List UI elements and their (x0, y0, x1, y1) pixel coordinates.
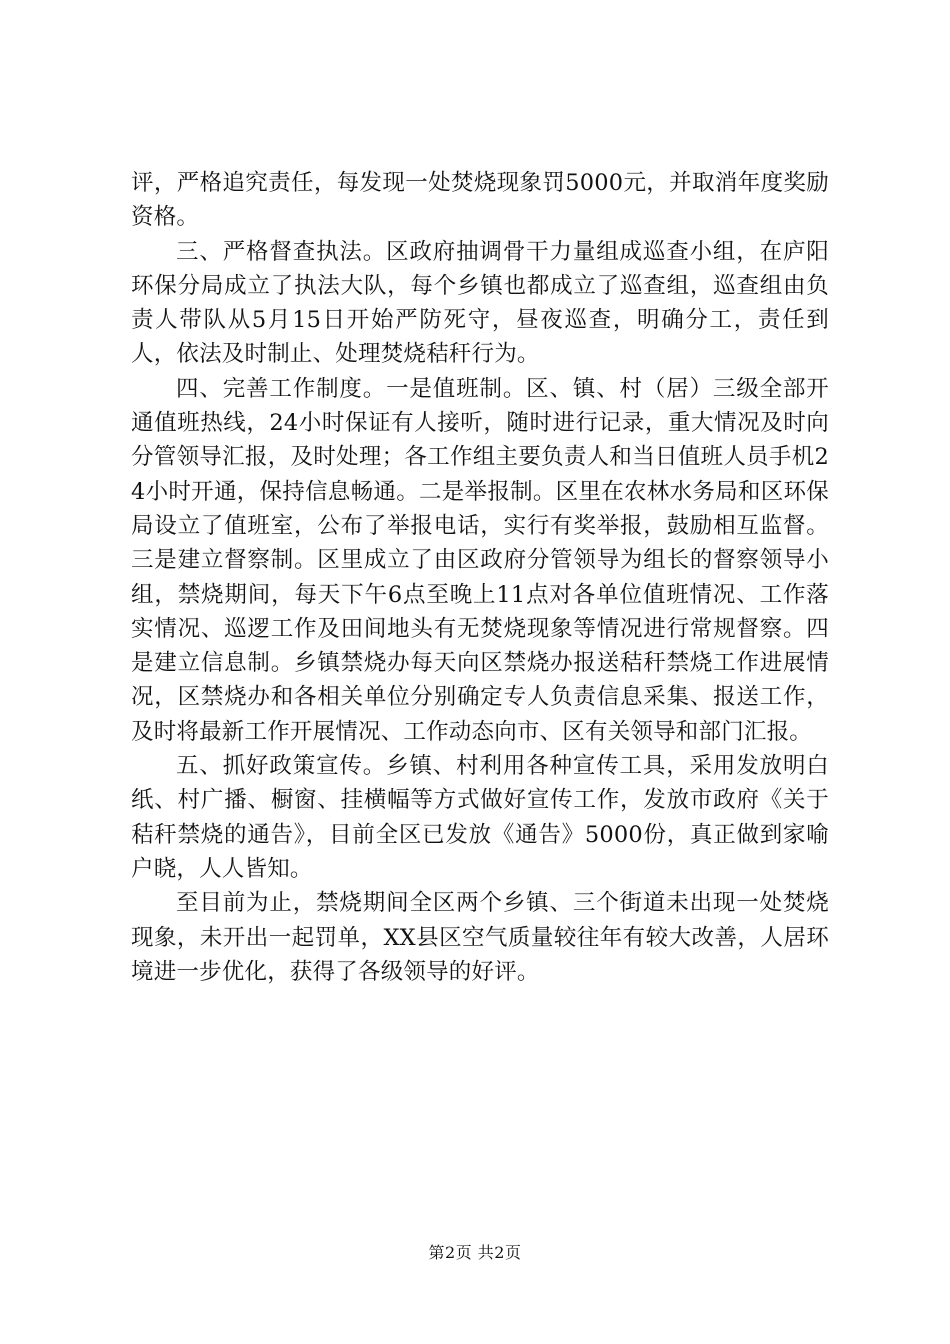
page-number-footer: 第2页 共2页 (428, 1243, 522, 1262)
paragraph-continuation: 评，严格追究责任，每发现一处焚烧现象罚5000元，并取消年度奖励资格。 (131, 170, 829, 231)
paragraph-enforcement: 三、严格督查执法。区政府抽调骨干力量组成巡查小组，在庐阳环保分局成立了执法大队，每个乡镇也都成立了巡查组，巡查组由负责人带队从5月15日开始严防死守，昼夜巡查，明确分工，责任到人，依法及时制止、处理焚烧秸秆行为。 (131, 238, 829, 368)
paragraph-work-system: 四、完善工作制度。一是值班制。区、镇、村（居）三级全部开通值班热线，24小时保证有人接听，随时进行记录，重大情况及时向分管领导汇报，及时处理；各工作组主要负责人和当日值班人员手机24小时开通，保持信息畅通。二是举报制。区里在农林水务局和区环保局设立了值班室，公布了举报电话，实行有奖举报，鼓励相互监督。三是建立督察制。区里成立了由区政府分管领导为组长的督察领导小组，禁烧期间，每天下午6点至晚上11点对各单位值班情况、工作落实情况、巡逻工作及田间地头有无焚烧现象等情况进行常规督察。四是建立信息制。乡镇禁烧办每天向区禁烧办报送秸秆禁烧工作进展情况，区禁烧办和各相关单位分别确定专人负责信息采集、报送工作，及时将最新工作开展情况、工作动态向市、区有关领导和部门汇报。 (131, 375, 829, 745)
paragraph-policy-publicity: 五、抓好政策宣传。乡镇、村利用各种宣传工具，采用发放明白纸、村广播、橱窗、挂横幅等方式做好宣传工作，发放市政府《关于秸秆禁烧的通告》，目前全区已发放《通告》5000份，真正做到家喻户晓，人人皆知。 (131, 753, 829, 882)
document-body (131, 166, 829, 989)
paragraph-conclusion: 至目前为止，禁烧期间全区两个乡镇、三个街道未出现一处焚烧现象，未开出一起罚单，XX县区空气质量较往年有较大改善，人居环境进一步优化，获得了各级领导的好评。 (131, 890, 829, 985)
